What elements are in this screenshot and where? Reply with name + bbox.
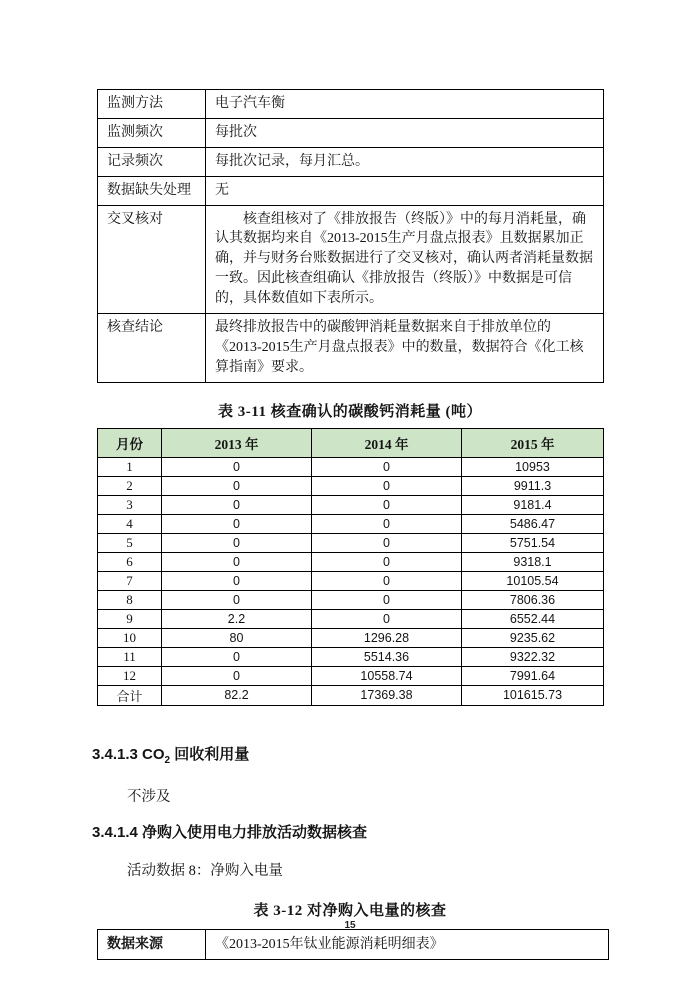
table-row <box>98 609 604 628</box>
kv-value: 《2013-2015年钛业能源消耗明细表》 <box>206 929 609 960</box>
cell-2013: 0 <box>162 647 312 666</box>
kv-value: 核查组核对了《排放报告（终版）》中的每月消耗量，确认其数据均来自《2013-2015生产月盘点报表》且数据累加正确，并与财务台账数据进行了交叉核对，确认两者消耗量数据一致。因此核查组确认《排放报告（终版）》中数据是可信的，具体数值如下表所示。 <box>206 205 604 313</box>
cell-total-2013: 82.2 <box>162 685 312 705</box>
cell-2013: 0 <box>162 514 312 533</box>
kv-label: 记录频次 <box>98 147 206 176</box>
table-row <box>98 476 604 495</box>
cell-2014: 0 <box>312 552 462 571</box>
section-heading-3-4-1-4: 3.4.1.4 净购入使用电力排放活动数据核查 <box>92 823 368 841</box>
cell-2013: 0 <box>162 495 312 514</box>
cell-2015: 9322.32 <box>462 647 604 666</box>
cell-2014: 10558.74 <box>312 666 462 685</box>
cell-2014: 0 <box>312 514 462 533</box>
cell-month: 10 <box>98 628 162 647</box>
table-row <box>98 90 604 119</box>
table-row <box>98 457 604 476</box>
table-row <box>98 929 609 960</box>
cell-2013: 0 <box>162 457 312 476</box>
cell-2014: 5514.36 <box>312 647 462 666</box>
cell-2014: 0 <box>312 590 462 609</box>
kv-label: 交叉核对 <box>98 205 206 313</box>
table-row <box>98 647 604 666</box>
heading-text: 回收利用量 <box>170 745 250 763</box>
subscript-2: 2 <box>164 754 171 766</box>
cell-month: 5 <box>98 533 162 552</box>
cell-total-label: 合计 <box>98 685 162 705</box>
kv-label: 数据来源 <box>98 929 206 960</box>
cell-2015: 9911.3 <box>462 476 604 495</box>
cell-2015: 6552.44 <box>462 609 604 628</box>
section-heading-3-4-1-3 <box>92 743 608 766</box>
table-row <box>98 205 604 313</box>
paragraph-not-applicable: 不涉及 <box>127 788 171 805</box>
table-row <box>98 590 604 609</box>
column-header-2014: 2014 年 <box>312 428 462 457</box>
table-row <box>98 176 604 205</box>
table-3-11-title: 表 3-11 核查确认的碳酸钙消耗量 (吨） <box>218 403 482 420</box>
cell-month: 9 <box>98 609 162 628</box>
kv-value: 无 <box>206 176 604 205</box>
consumption-table <box>97 428 604 706</box>
kv-label: 监测频次 <box>98 118 206 147</box>
kv-label: 监测方法 <box>98 90 206 119</box>
column-header-2013: 2013 年 <box>162 428 312 457</box>
data-source-table <box>97 929 609 961</box>
kv-value: 每批次记录，每月汇总。 <box>206 147 604 176</box>
cell-2014: 0 <box>312 571 462 590</box>
cell-month: 11 <box>98 647 162 666</box>
table-row <box>98 666 604 685</box>
table-row <box>98 571 604 590</box>
cell-2013: 0 <box>162 476 312 495</box>
cell-month: 1 <box>98 457 162 476</box>
table-row <box>98 313 604 382</box>
cell-total-2014: 17369.38 <box>312 685 462 705</box>
month-table-header-row <box>98 428 604 457</box>
cell-2013: 80 <box>162 628 312 647</box>
cell-2013: 0 <box>162 552 312 571</box>
cell-2013: 0 <box>162 590 312 609</box>
column-header-2015: 2015 年 <box>462 428 604 457</box>
kv-label: 核查结论 <box>98 313 206 382</box>
cell-2014: 0 <box>312 609 462 628</box>
cell-month: 3 <box>98 495 162 514</box>
cell-total-2015: 101615.73 <box>462 685 604 705</box>
cell-2013: 0 <box>162 666 312 685</box>
table-row <box>98 628 604 647</box>
cell-2014: 1296.28 <box>312 628 462 647</box>
table-total-row <box>98 685 604 705</box>
cell-2015: 5751.54 <box>462 533 604 552</box>
table-row <box>98 147 604 176</box>
cell-2014: 0 <box>312 476 462 495</box>
cell-2014: 0 <box>312 457 462 476</box>
kv-value: 最终排放报告中的碳酸钾消耗量数据来自于排放单位的《2013-2015生产月盘点报表》中的数量，数据符合《化工核算指南》要求。 <box>206 313 604 382</box>
cell-month: 7 <box>98 571 162 590</box>
cell-month: 2 <box>98 476 162 495</box>
cell-month: 6 <box>98 552 162 571</box>
cell-2015: 10953 <box>462 457 604 476</box>
cell-2014: 0 <box>312 495 462 514</box>
table-row <box>98 118 604 147</box>
cell-2015: 7806.36 <box>462 590 604 609</box>
cell-2013: 0 <box>162 533 312 552</box>
table-row <box>98 552 604 571</box>
kv-value: 电子汽车衡 <box>206 90 604 119</box>
cell-2015: 10105.54 <box>462 571 604 590</box>
column-header-month: 月份 <box>98 428 162 457</box>
cell-month: 8 <box>98 590 162 609</box>
cell-month: 12 <box>98 666 162 685</box>
cell-2014: 0 <box>312 533 462 552</box>
table-row <box>98 533 604 552</box>
cell-month: 4 <box>98 514 162 533</box>
cell-2015: 9181.4 <box>462 495 604 514</box>
table-3-12-title: 表 3-12 对净购入电量的核查 <box>253 902 447 919</box>
cell-2015: 5486.47 <box>462 514 604 533</box>
table-row <box>98 514 604 533</box>
heading-text: 3.4.1.3 CO <box>92 745 165 763</box>
monitoring-kv-table <box>97 89 604 383</box>
kv-value: 每批次 <box>206 118 604 147</box>
cell-2015: 9235.62 <box>462 628 604 647</box>
table-row <box>98 495 604 514</box>
kv-label: 数据缺失处理 <box>98 176 206 205</box>
cell-2013: 0 <box>162 571 312 590</box>
cell-2015: 7991.64 <box>462 666 604 685</box>
cell-2013: 2.2 <box>162 609 312 628</box>
paragraph-activity-data: 活动数据 8：净购入电量 <box>127 862 283 879</box>
page-number: 15 <box>344 920 356 931</box>
cell-2015: 9318.1 <box>462 552 604 571</box>
